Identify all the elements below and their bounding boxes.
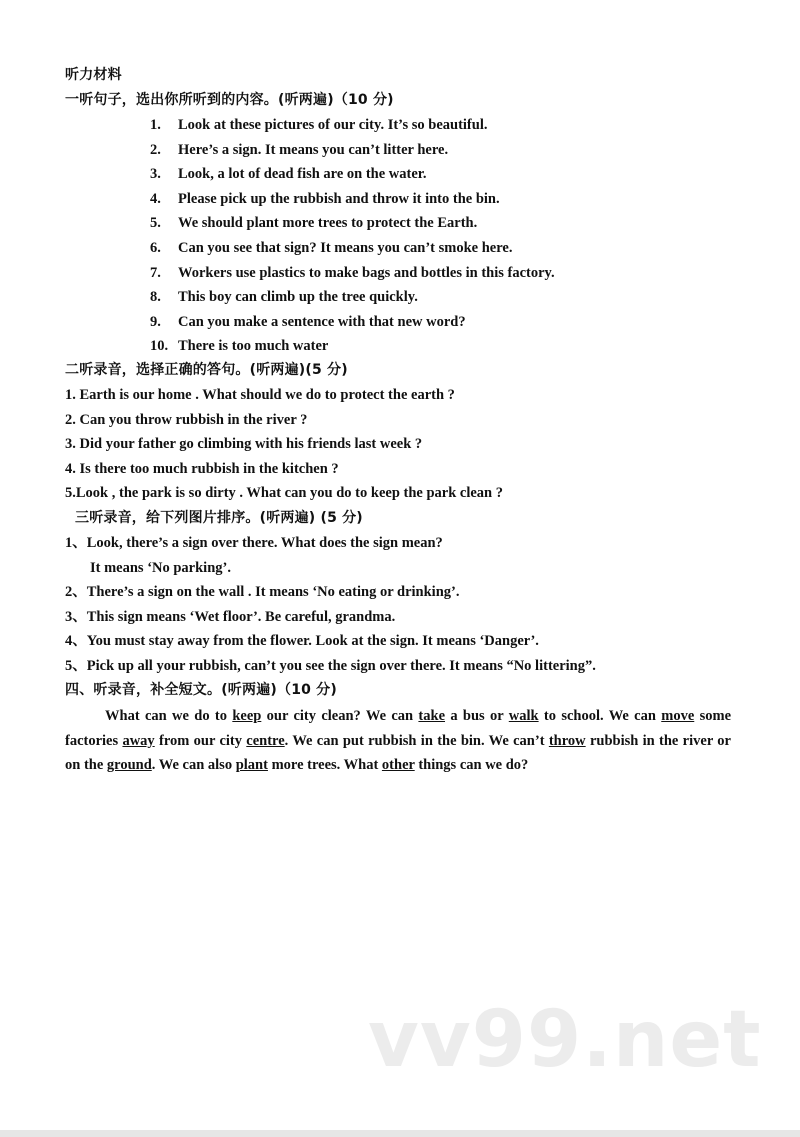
page-bottom-edge — [0, 1130, 800, 1137]
passage-text: What can we do to — [105, 708, 233, 724]
item-number: 8. — [150, 289, 161, 306]
item-text: Look at these pictures of our city. It’s so beautiful. — [178, 117, 488, 133]
section3-item: 5、Pick up all your rubbish, can’t you see the sign over there. It means “No littering”. — [65, 658, 596, 674]
item-number: 9. — [150, 313, 161, 330]
item-number: 7. — [150, 264, 161, 281]
section2-item: 3. Did your father go climbing with his friends last week ? — [65, 436, 423, 453]
filled-answer: plant — [235, 757, 268, 774]
section1-heading: 一听句子，选出你所听到的内容。(听两遍)（10 分) — [65, 92, 394, 108]
passage-text: more trees. What — [267, 757, 382, 774]
section1-item — [150, 287, 418, 307]
section3-item: It means ‘No parking’. — [90, 559, 231, 576]
section2-item: 4. Is there too much rubbish in the kitchen ? — [65, 460, 339, 477]
filled-answer: take — [418, 708, 446, 724]
filled-answer: move — [661, 708, 695, 724]
item-text: Please pick up the rubbish and throw it into the bin. — [178, 190, 500, 207]
item-text: Look, a lot of dead fish are on the water. — [178, 166, 427, 183]
section2-item: 2. Can you throw rubbish in the river ? — [65, 411, 308, 428]
item-number: 3. — [150, 166, 161, 183]
item-text: Workers use plastics to make bags and bottles in this factory. — [178, 264, 555, 281]
passage-text: . We can also — [151, 757, 236, 774]
section1-item — [150, 140, 448, 160]
passage-text: . We can put rubbish in the bin. We can’t — [284, 732, 549, 749]
section2-item: 1. Earth is our home . What should we do to protect the earth ? — [65, 387, 455, 403]
item-number: 1. — [150, 117, 161, 133]
section1-item — [150, 213, 477, 233]
filled-answer: away — [122, 732, 155, 749]
passage-text: some factories — [65, 708, 731, 749]
watermark: vv99.net — [368, 995, 762, 1085]
filled-answer: ground — [106, 757, 152, 774]
item-number: 2. — [150, 141, 161, 158]
item-text: There is too much water — [178, 338, 329, 355]
item-text: This boy can climb up the tree quickly. — [178, 289, 418, 306]
passage-text: to school. We can — [538, 708, 662, 724]
document-title: 听力材料 — [65, 67, 122, 83]
passage-text: things can we do? — [414, 757, 529, 774]
section1-item — [150, 164, 427, 184]
passage-text: from our city — [154, 732, 247, 749]
passage-text: our city clean? We can — [261, 708, 419, 724]
item-number: 6. — [150, 240, 161, 256]
section3-item: 1、Look, there’s a sign over there. What does the sign mean? — [65, 535, 443, 551]
item-number: 4. — [150, 190, 161, 207]
filled-answer: walk — [508, 708, 539, 724]
item-text: Here’s a sign. It means you can’t litter here. — [178, 141, 449, 158]
section3-item: 3、This sign means ‘Wet floor’. Be careful, grandma. — [65, 608, 396, 625]
filled-answer: centre — [246, 732, 285, 749]
section1-item — [150, 189, 500, 209]
item-text: Can you make a sentence with that new word? — [178, 313, 466, 330]
filled-answer: other — [381, 757, 415, 774]
section3-item: 4、You must stay away from the flower. Look at the sign. It means ‘Danger’. — [65, 633, 539, 650]
section1-item — [150, 336, 328, 356]
section3-item: 2、There’s a sign on the wall . It means ‘No eating or drinking’. — [65, 584, 460, 601]
section2-heading: 二听录音，选择正确的答句。(听两遍)(5 分) — [65, 362, 348, 378]
section1-item — [150, 263, 555, 283]
section4-heading: 四、听录音，补全短文。(听两遍)（10 分) — [65, 682, 337, 698]
item-number: 10. — [150, 338, 169, 355]
filled-answer: keep — [232, 708, 262, 724]
section3-heading: 三听录音，给下列图片排序。(听两遍) (5 分) — [75, 510, 363, 526]
section2-item: 5.Look , the park is so dirty . What can you do to keep the park clean ? — [65, 485, 503, 502]
section1-item — [150, 238, 512, 258]
filled-answer: throw — [548, 732, 586, 749]
fill-in-passage — [65, 704, 731, 778]
item-text: Can you see that sign? It means you can’t smoke here. — [178, 240, 513, 256]
section1-item — [150, 312, 466, 332]
section1-item — [150, 115, 487, 135]
passage-text: rubbish in the river or on the — [65, 732, 731, 774]
passage-text: a bus or — [445, 708, 509, 724]
item-number: 5. — [150, 215, 161, 232]
item-text: We should plant more trees to protect the Earth. — [178, 215, 478, 232]
